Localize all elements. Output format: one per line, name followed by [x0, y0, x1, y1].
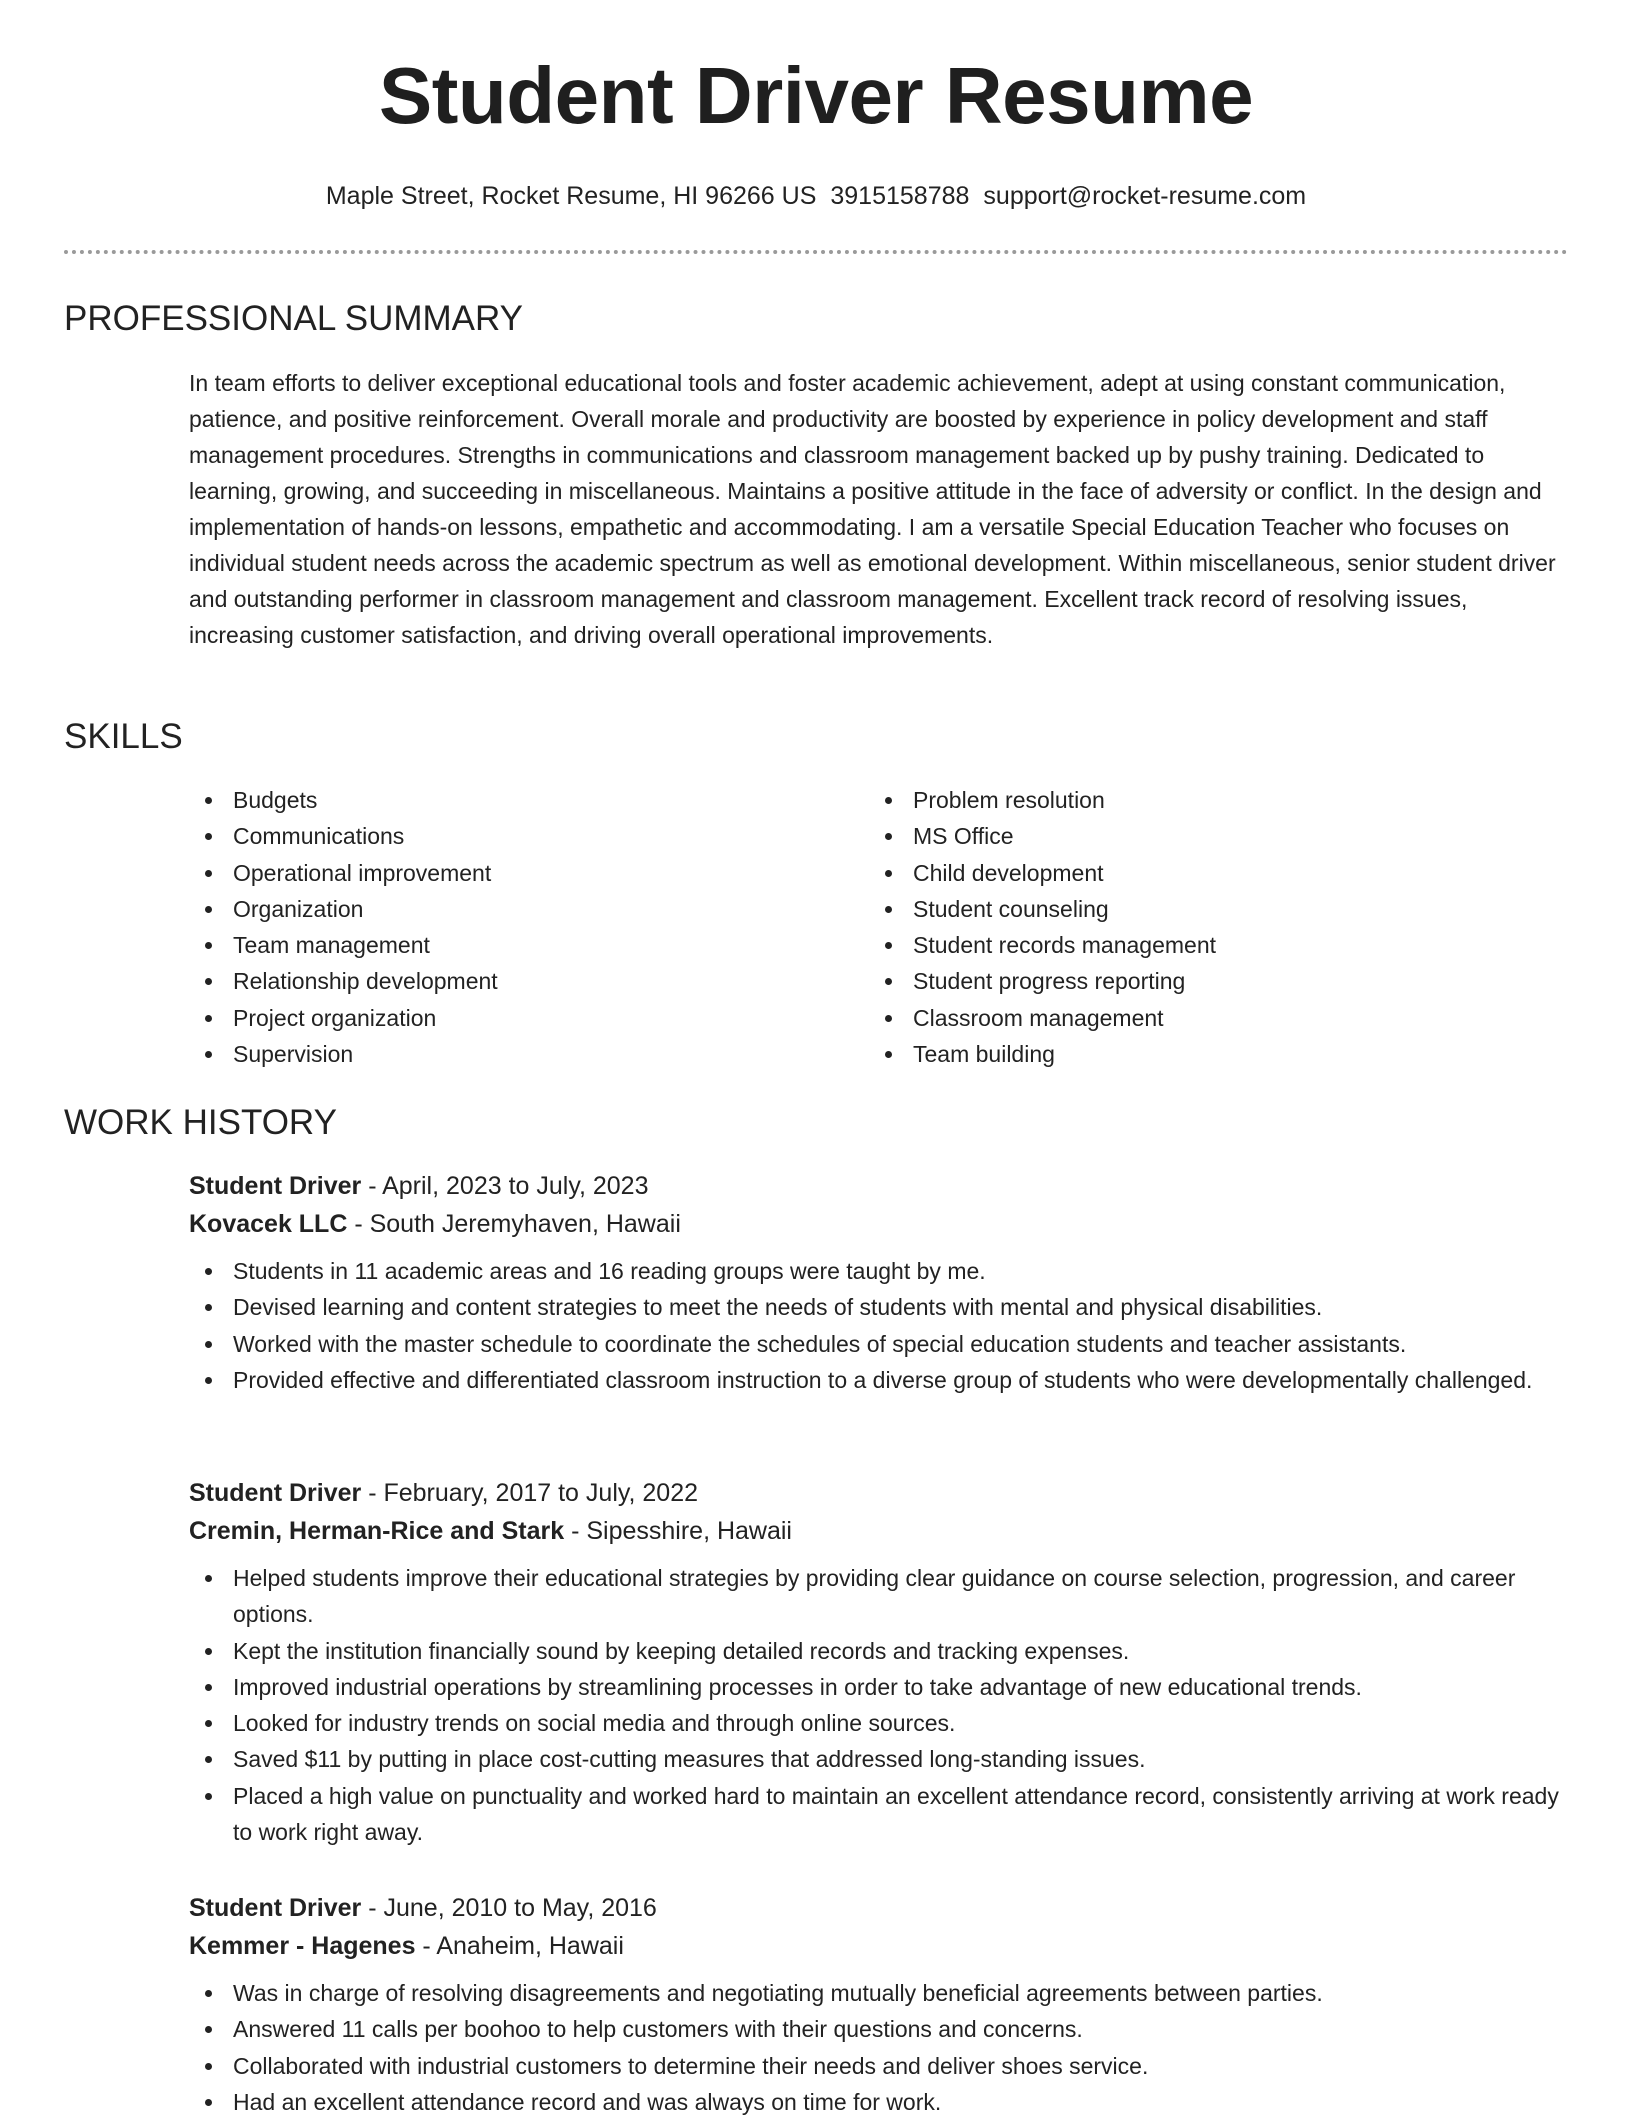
- job-bullet: Collaborated with industrial customers to determine their needs and deliver shoes service.: [189, 2048, 1569, 2084]
- job-bullet: Improved industrial operations by streamlining processes in order to take advantage of new educational trends.: [189, 1669, 1569, 1705]
- job-company: Cremin, Herman-Rice and Stark: [189, 1517, 565, 1545]
- job-bullet: Worked with the master schedule to coordinate the schedules of special education students and teacher assistants.: [189, 1326, 1569, 1362]
- job-bullet: Students in 11 academic areas and 16 reading groups were taught by me.: [189, 1253, 1569, 1289]
- job-entry: [189, 1889, 1569, 2120]
- job-company: Kemmer - Hagenes: [189, 1932, 416, 1960]
- job-company: Kovacek LLC: [189, 1210, 348, 1238]
- skills-column-left: [189, 782, 498, 1072]
- job-bullet: Helped students improve their educational strategies by providing clear guidance on course selection, progression, and career options.: [189, 1560, 1569, 1633]
- job-company-line: [189, 1512, 1569, 1550]
- skill-item: Team building: [869, 1036, 1216, 1072]
- summary-heading: PROFESSIONAL SUMMARY: [64, 299, 523, 338]
- job-location: - South Jeremyhaven, Hawaii: [347, 1210, 681, 1238]
- job-title: Student Driver: [189, 1172, 362, 1200]
- skill-item: Problem resolution: [869, 782, 1216, 818]
- job-location: - Anaheim, Hawaii: [415, 1932, 624, 1960]
- job-bullet: Answered 11 calls per boohoo to help customers with their questions and concerns.: [189, 2011, 1569, 2047]
- contact-address: Maple Street, Rocket Resume, HI 96266 US: [325, 182, 817, 210]
- job-dates: - February, 2017 to July, 2022: [361, 1479, 699, 1507]
- job-title: Student Driver: [189, 1479, 362, 1507]
- job-bullet: Placed a high value on punctuality and worked hard to maintain an excellent attendance record, consistently arriving at work ready to work right away.: [189, 1778, 1569, 1851]
- job-entry: [189, 1167, 1569, 1398]
- skill-item: MS Office: [869, 818, 1216, 854]
- job-title-line: [189, 1167, 1569, 1205]
- job-location: - Sipesshire, Hawaii: [564, 1517, 792, 1545]
- job-bullet: Was in charge of resolving disagreements and negotiating mutually beneficial agreements between parties.: [189, 1975, 1569, 2011]
- contact-email: support@rocket-resume.com: [983, 182, 1307, 210]
- job-title-line: [189, 1474, 1569, 1512]
- job-bullet: Looked for industry trends on social media and through online sources.: [189, 1705, 1569, 1741]
- resume-title: Student Driver Resume: [378, 51, 1254, 140]
- contact-line: [0, 182, 1632, 211]
- skills-heading: SKILLS: [64, 717, 183, 756]
- skill-item: Operational improvement: [189, 855, 498, 891]
- skill-item: Student records management: [869, 927, 1216, 963]
- job-company-line: [189, 1927, 1569, 1965]
- header-divider: [64, 250, 1568, 254]
- job-title-line: [189, 1889, 1569, 1927]
- job-bullet: Kept the institution financially sound by keeping detailed records and tracking expenses.: [189, 1633, 1569, 1669]
- skill-item: Relationship development: [189, 963, 498, 999]
- skill-item: Team management: [189, 927, 498, 963]
- skill-item: Budgets: [189, 782, 498, 818]
- summary-text: In team efforts to deliver exceptional educational tools and foster academic achievement, adept at using constant communication, patience, and positive reinforcement. Overall morale and productivity are boosted by experience in policy development and staff management procedures. Strengths in communications and classroom management backed up by pushy training. Dedicated to learning, growing, and succeeding in miscellaneous. Maintains a positive attitude in the face of adversity or conflict. In the design and implementation of hands-on lessons, empathetic and accommodating. I am a versatile Special Education Teacher who focuses on individual student needs across the academic spectrum as well as emotional development. Within miscellaneous, senior student driver and outstanding performer in classroom management and classroom management. Excellent track record of resolving issues, increasing customer satisfaction, and driving overall operational improvements.: [189, 370, 1556, 648]
- job-title: Student Driver: [189, 1894, 362, 1922]
- skills-column-right: [869, 782, 1216, 1072]
- skill-item: Student counseling: [869, 891, 1216, 927]
- work-history-heading: WORK HISTORY: [64, 1103, 337, 1142]
- skill-item: Organization: [189, 891, 498, 927]
- job-bullets: [189, 1975, 1569, 2120]
- job-bullet: Provided effective and differentiated classroom instruction to a diverse group of students who were developmentally challenged.: [189, 1362, 1569, 1398]
- contact-phone: 3915158788: [830, 182, 970, 210]
- job-bullet: Saved $11 by putting in place cost-cutting measures that addressed long-standing issues.: [189, 1741, 1569, 1777]
- job-company-line: [189, 1205, 1569, 1243]
- skill-item: Child development: [869, 855, 1216, 891]
- skill-item: Supervision: [189, 1036, 498, 1072]
- job-dates: - April, 2023 to July, 2023: [361, 1172, 649, 1200]
- job-bullets: [189, 1560, 1569, 1850]
- job-entry: [189, 1474, 1569, 1850]
- skill-item: Communications: [189, 818, 498, 854]
- skill-item: Project organization: [189, 1000, 498, 1036]
- job-bullets: [189, 1253, 1569, 1398]
- job-bullet: Had an excellent attendance record and was always on time for work.: [189, 2084, 1569, 2120]
- skill-item: Classroom management: [869, 1000, 1216, 1036]
- skill-item: Student progress reporting: [869, 963, 1216, 999]
- job-dates: - June, 2010 to May, 2016: [361, 1894, 657, 1922]
- job-bullet: Devised learning and content strategies to meet the needs of students with mental and physical disabilities.: [189, 1289, 1569, 1325]
